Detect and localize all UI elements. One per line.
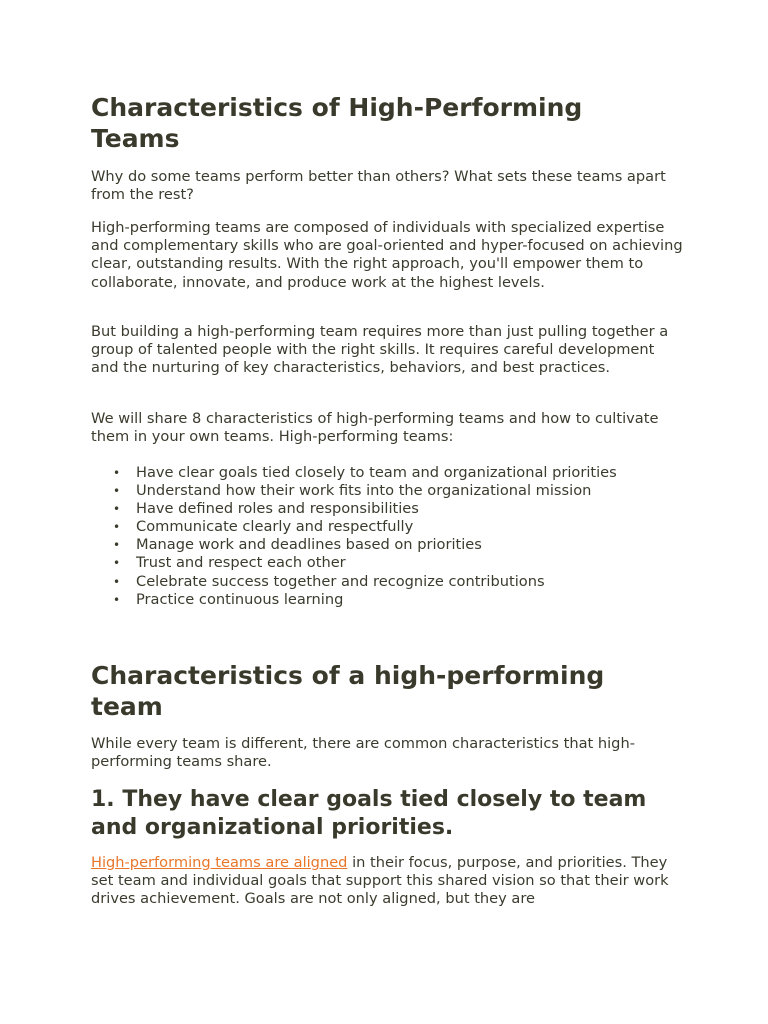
section-title: Characteristics of a high-performing team: [91, 661, 605, 721]
traits-list: [91, 464, 683, 609]
list-item: [91, 464, 683, 482]
list-item-text: Practice continuous learning: [136, 590, 344, 608]
list-item-text: Have clear goals tied closely to team and organizational priorities: [136, 464, 617, 481]
bullet-icon: •: [113, 556, 121, 571]
list-item: [91, 591, 683, 609]
list-item: [91, 573, 683, 591]
bullet-icon: •: [113, 574, 121, 589]
list-item-text: Have defined roles and responsibilities: [136, 500, 419, 518]
bullet-icon: •: [113, 484, 121, 499]
aligned-teams-link[interactable]: High-performing teams are aligned: [91, 854, 348, 871]
intro-paragraph-3: We will share 8 characteristics of high-performing teams and how to cultivate them in your own teams. High-performing teams:: [91, 410, 659, 446]
intro-paragraph-1: High-performing teams are composed of individuals with specialized expertise and complementary skills who are goal-oriented and hyper-focused on achieving clear, outstanding results. With the right approach, you'll empower them to collaborate, innovate, and produce work at the highest levels.: [91, 219, 683, 291]
subsection-heading: 1. They have clear goals tied closely to team and organizational priorities.: [91, 787, 647, 840]
bullet-icon: •: [113, 592, 121, 607]
list-item: [91, 482, 683, 500]
page-title: Characteristics of High-Performing Teams: [91, 93, 583, 153]
bullet-icon: •: [113, 466, 121, 480]
intro-question: Why do some teams perform better than others? What sets these teams apart from the rest?: [91, 168, 666, 204]
bullet-icon: •: [113, 502, 121, 517]
list-item-text: Trust and respect each other: [136, 554, 346, 572]
list-item-text: Celebrate success together and recognize contributions: [136, 572, 545, 590]
subsection-paragraph-text: in their focus, purpose, and priorities. They set team and individual goals that support this shared vision so that their work drives achievement. Goals are not only aligned, but they are: [91, 854, 669, 908]
list-item: [91, 500, 683, 518]
list-item: [91, 554, 683, 572]
list-item-text: Manage work and deadlines based on priorities: [136, 536, 482, 554]
list-item: [91, 518, 683, 536]
bullet-icon: •: [113, 538, 121, 553]
section-intro: While every team is different, there are common characteristics that high-performing teams share.: [91, 735, 635, 771]
intro-paragraph-2: But building a high-performing team requires more than just pulling together a group of talented people with the right skills. It requires careful development and the nurturing of key characteristics, behaviors, and best practices.: [91, 323, 669, 377]
list-item: [91, 536, 683, 554]
subsection-paragraph: [91, 854, 683, 909]
bullet-icon: •: [113, 520, 121, 535]
list-item-text: Understand how their work fits into the organizational mission: [136, 482, 592, 500]
list-item-text: Communicate clearly and respectfully: [136, 518, 414, 536]
